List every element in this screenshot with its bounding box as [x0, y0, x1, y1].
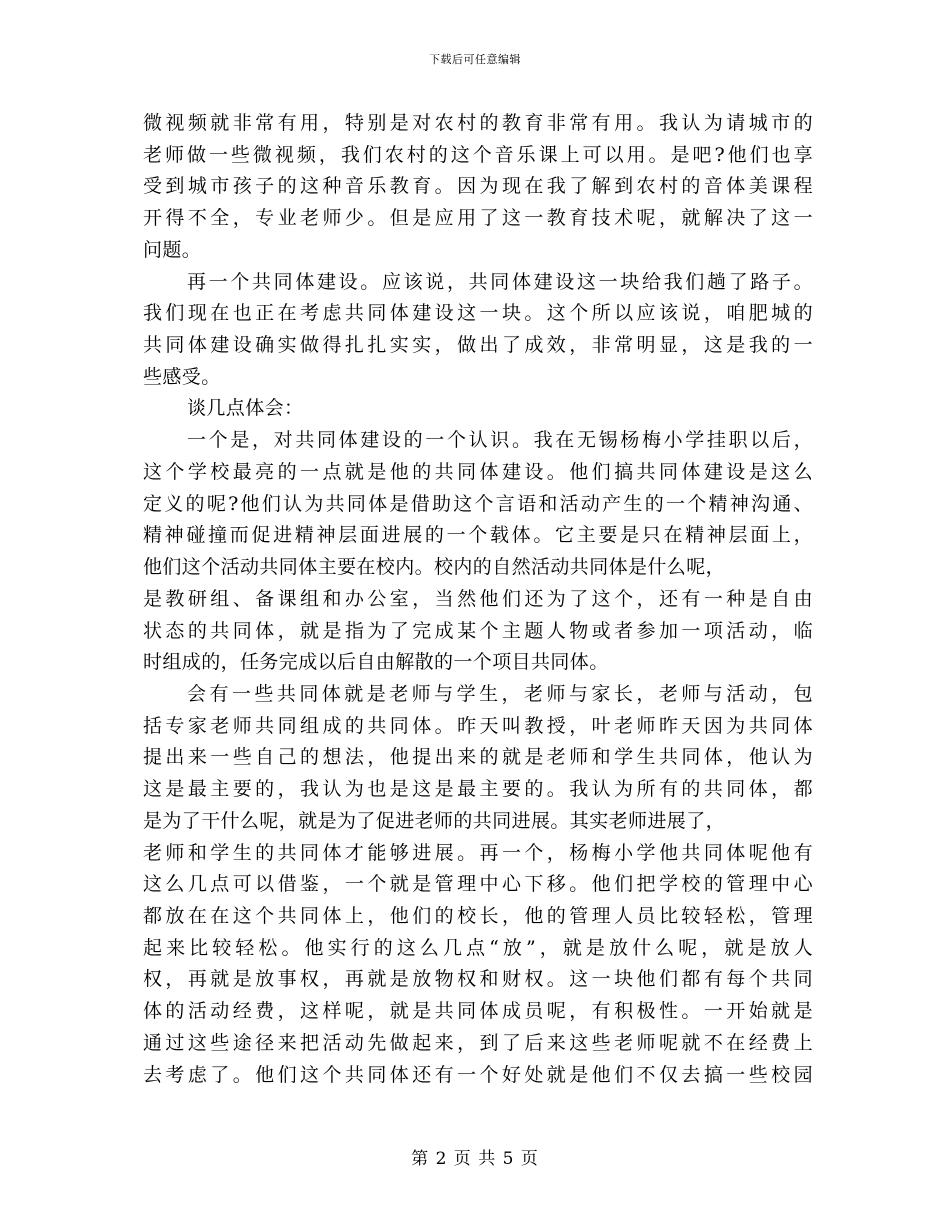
text-line: 共同体建设确实做得扎扎实实，做出了成效，非常明显，这是我的一 — [143, 334, 813, 357]
text-line: 状态的共同体，就是指为了完成某个主题人物或者参加一项活动，临 — [143, 619, 813, 642]
paragraph-start-line: 一个是，对共同体建设的一个认识。我在无锡杨梅小学挂职以后， — [187, 429, 813, 452]
text-line: 问题。 — [143, 238, 202, 261]
section-heading: 谈几点体会： — [187, 397, 304, 420]
text-line: 定义的呢?他们认为共同体是借助这个言语和活动产生的一个精神沟通、 — [143, 492, 813, 515]
page-number-footer: 第 2 页 共 5 页 — [411, 1149, 539, 1169]
body-text — [143, 108, 813, 1091]
text-line: 这个学校最亮的一点就是他的共同体建设。他们搞共同体建设是这么 — [143, 460, 813, 483]
text-line: 这么几点可以借鉴，一个就是管理中心下移。他们把学校的管理中心 — [143, 873, 813, 896]
text-line: 去考虑了。他们这个共同体还有一个好处就是他们不仅去搞一些校园 — [143, 1063, 813, 1086]
text-line: 老师和学生的共同体才能够进展。再一个，杨梅小学他共同体呢他有 — [143, 841, 813, 864]
text-line: 起来比较轻松。他实行的这么几点“放”，就是放什么呢，就是放人 — [143, 936, 813, 959]
paragraph-start-line: 再一个共同体建设。应该说，共同体建设这一块给我们趟了路子。 — [187, 270, 813, 293]
text-line: 微视频就非常有用，特别是对农村的教育非常有用。我认为请城市的 — [143, 112, 813, 134]
text-line: 通过这些途径来把活动先做起来，到了后来这些老师呢就不在经费上 — [143, 1031, 813, 1054]
text-line: 些感受。 — [143, 365, 221, 388]
text-line: 括专家老师共同组成的共同体。昨天叫教授，叶老师昨天因为共同体 — [143, 714, 813, 737]
text-line: 开得不全，专业老师少。但是应用了这一教育技术呢，就解决了这一 — [143, 207, 813, 230]
text-line: 他们这个活动共同体主要在校内。校内的自然活动共同体是什么呢， — [143, 556, 726, 579]
text-line: 这是最主要的，我认为也是这是最主要的。我认为所有的共同体，都 — [143, 778, 813, 801]
text-line: 权，再就是放事权，再就是放物权和财权。这一块他们都有每个共同 — [143, 968, 813, 991]
paragraph-start-line: 会有一些共同体就是老师与学生，老师与家长，老师与活动，包 — [187, 682, 813, 705]
text-line: 精神碰撞而促进精神层面进展的一个载体。它主要是只在精神层面上， — [143, 524, 813, 547]
text-line: 老师做一些微视频，我们农村的这个音乐课上可以用。是吧?他们也享 — [143, 143, 813, 166]
text-line: 我们现在也正在考虑共同体建设这一块。这个所以应该说，咱肥城的 — [143, 302, 813, 325]
page-header: 下载后可任意编辑 — [429, 53, 521, 66]
text-line: 都放在在这个共同体上，他们的校长，他的管理人员比较轻松，管理 — [143, 904, 813, 927]
text-line: 体的活动经费，这样呢，就是共同体成员呢，有积极性。一开始就是 — [143, 1000, 813, 1023]
text-line: 是教研组、备课组和办公室，当然他们还为了这个，还有一种是自由 — [143, 587, 813, 610]
text-line: 是为了干什么呢，就是为了促进老师的共同进展。其实老师进展了， — [143, 809, 726, 832]
text-line: 时组成的，任务完成以后自由解散的一个项目共同体。 — [143, 651, 609, 674]
text-line: 提出来一些自己的想法，他提出来的就是老师和学生共同体，他认为 — [143, 746, 813, 769]
text-line: 受到城市孩子的这种音乐教育。因为现在我了解到农村的音体美课程 — [143, 175, 813, 198]
